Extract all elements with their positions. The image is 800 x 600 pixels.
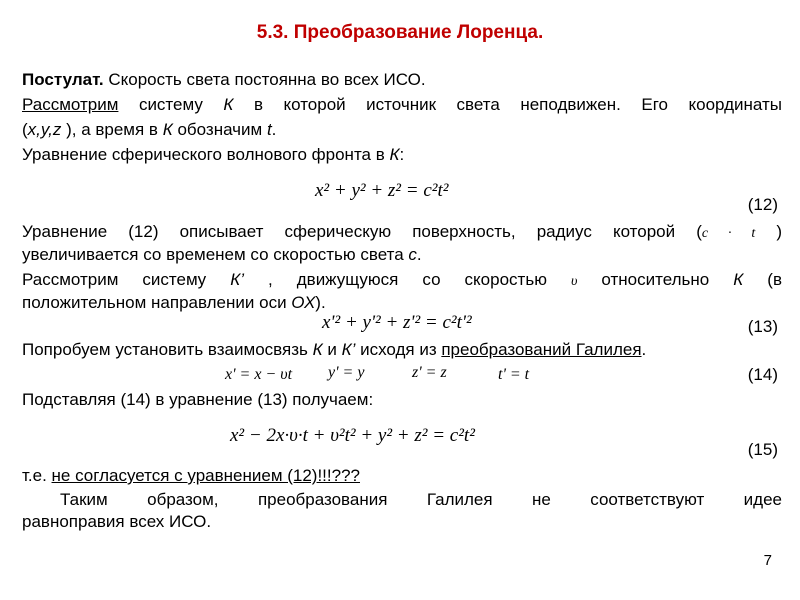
text-frag: т.е. xyxy=(22,466,52,485)
text-frag: и xyxy=(322,340,342,359)
text-frag: . xyxy=(271,120,277,139)
system-k-prime-line-1 xyxy=(22,270,782,292)
frame-k-prime: К’ xyxy=(230,270,244,289)
text-frag: ), а время в xyxy=(61,120,163,139)
equation-number-12: (12) xyxy=(747,195,778,214)
text-frag: (в xyxy=(743,270,782,289)
system-k-line-2 xyxy=(22,120,782,140)
time-var: t xyxy=(266,120,272,139)
equation-15: x² − 2x·υ·t + υ²t² + y² + z² = c²t² xyxy=(230,425,475,446)
text-frag: Рассмотрим системy xyxy=(22,270,231,289)
text-frag: Уравнение (12) описывает сферическую поверхность, радиус которой ( xyxy=(22,222,702,241)
postulate-line xyxy=(22,70,782,90)
light-speed-c: c xyxy=(408,245,417,264)
text-frag: систему xyxy=(118,95,224,114)
system-k-line-1 xyxy=(22,95,782,115)
text-frag: исходя из xyxy=(355,340,442,359)
sphere-line-2 xyxy=(22,245,782,265)
slide-title: 5.3. Преобразование Лоренца. xyxy=(256,22,544,43)
text-frag: относительно xyxy=(577,270,734,289)
postulate-text: Скорость света постоянна во всех ИСО. xyxy=(103,70,426,89)
galileo-line xyxy=(22,340,782,360)
substitution-line: Подставляя (14) в уравнение (13) получаем: xyxy=(22,390,374,409)
velocity-v: υ xyxy=(570,274,578,289)
text-frag: . xyxy=(416,245,422,264)
galileo-transform-link[interactable]: преобразований Галилея xyxy=(441,340,642,359)
text-frag: , движущуюся со скоростью xyxy=(243,270,571,289)
frame-k: К xyxy=(733,270,744,289)
equation-14-t: t' = t xyxy=(498,366,530,383)
text-frag: Уравнение сферического волнового фронта в xyxy=(22,145,390,164)
conclusion-line-1: Таким образом, преобразования Галилея не соответствуют идее xyxy=(60,490,782,509)
conclusion-line-2: равноправия всех ИСО. xyxy=(22,512,212,531)
text-frag: увеличивается со временем со скоростью света xyxy=(22,245,409,264)
contradiction-line xyxy=(22,466,782,486)
text-frag: Попробуем установить взаимосвязь xyxy=(22,340,313,359)
text-frag: ) xyxy=(755,222,782,241)
wavefront-line xyxy=(22,145,782,165)
equation-number-14: (14) xyxy=(747,365,778,384)
equation-13: x'² + y'² + z'² = c²t'² xyxy=(322,312,472,333)
frame-k: К xyxy=(223,95,234,114)
equation-14-x: x' = x − υt xyxy=(225,366,293,383)
sphere-line-1 xyxy=(22,222,782,244)
text-frag: ). xyxy=(315,293,326,312)
equation-14-y: y' = y xyxy=(328,364,365,381)
equation-number-13: (13) xyxy=(747,317,778,336)
frame-k: К xyxy=(312,340,323,359)
frame-k-prime: К’ xyxy=(341,340,356,359)
text-frag: : xyxy=(399,145,405,164)
coords: x,y,z xyxy=(27,120,62,139)
postulate-label: Постулат. xyxy=(22,70,104,89)
axis-ox: ОХ xyxy=(291,293,316,312)
equation-14-z: z' = z xyxy=(412,364,447,381)
text-frag: обозначим xyxy=(172,120,267,139)
contradiction-text: не согласуется с уравнением (12)!!!??? xyxy=(51,466,360,485)
text-frag: . xyxy=(641,340,647,359)
system-k-prime-line-2 xyxy=(22,293,782,313)
page-number: 7 xyxy=(763,552,772,569)
equation-number-15: (15) xyxy=(747,440,778,459)
text-frag: положительном направлении оси xyxy=(22,293,292,312)
equation-12: x² + y² + z² = c²t² xyxy=(315,180,449,201)
radius-expr: c · t xyxy=(701,226,756,241)
consider-word: Рассмотрим xyxy=(22,95,119,114)
frame-k: К xyxy=(389,145,400,164)
text-frag: ( xyxy=(22,120,28,139)
frame-k: К xyxy=(162,120,173,139)
text-frag: в которой источник света неподвижен. Его координаты xyxy=(233,95,783,114)
